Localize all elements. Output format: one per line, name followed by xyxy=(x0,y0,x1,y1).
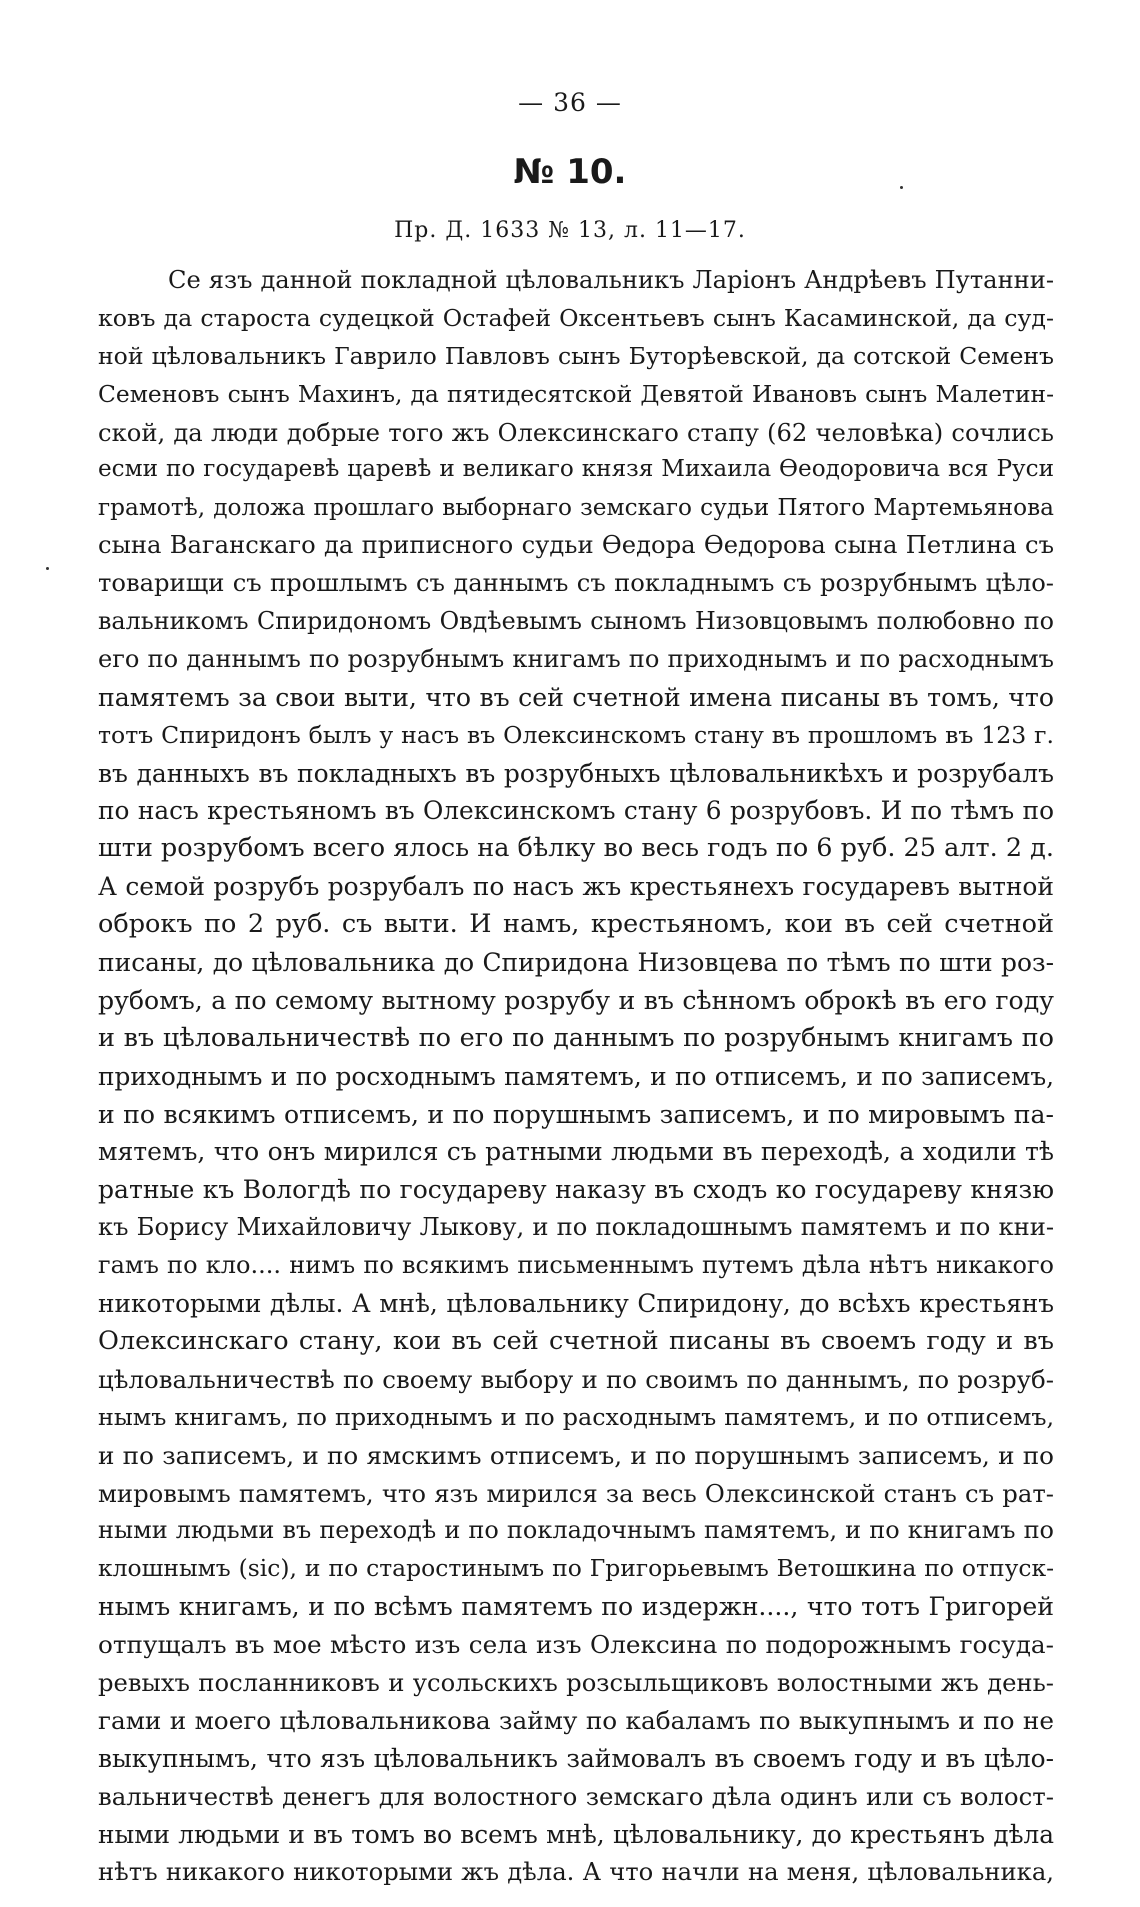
text-line: къ Борису Михайловичу Лыкову, и по покладошнымъ памятемъ и по кни- xyxy=(98,1213,1054,1242)
text-line: оброкъ по 2 руб. съ выти. И намъ, крестьяномъ, кои въ сей счетной xyxy=(98,909,1054,940)
text-line: тотъ Спиридонъ былъ у насъ въ Олексинскомъ стану въ прошломъ въ 123 г. xyxy=(98,720,1054,749)
page-number: — 36 — xyxy=(518,88,622,117)
text-line: шти розрубомъ всего ялось на бѣлку во весь годъ по 6 руб. 25 алт. 2 д. xyxy=(98,833,1054,864)
text-line: мятемъ, что онъ мирился съ ратными людьми въ переходѣ, а ходили тѣ xyxy=(98,1137,1054,1167)
text-line: писаны, до цѣловальника до Спиридона Низовцева по тѣмъ по шти роз- xyxy=(98,948,1054,978)
body-text xyxy=(98,262,1054,1891)
text-line: въ данныхъ въ покладныхъ въ розрубныхъ цѣловальникѣхъ и розрубалъ xyxy=(98,758,1054,788)
text-line: товарищи съ прошлымъ съ даннымъ съ покладнымъ съ розрубнымъ цѣло- xyxy=(98,569,1054,598)
text-line: гамъ по кло.... нимъ по всякимъ письменнымъ путемъ дѣла нѣтъ никакого xyxy=(98,1251,1054,1280)
text-line: и въ цѣловальничествѣ по его по даннымъ по розрубнымъ книгамъ по xyxy=(98,1022,1054,1053)
text-line: сына Ваганскаго да приписного судьи Ѳедора Ѳедорова сына Петлина съ xyxy=(98,531,1054,560)
text-line: приходнымъ и по росходнымъ памятемъ, и по отписемъ, и по записемъ, xyxy=(98,1061,1054,1091)
text-line: Семеновъ сынъ Махинъ, да пятидесятской Девятой Ивановъ сынъ Малетин- xyxy=(98,379,1054,408)
text-line: рубомъ, а по семому вытному розрубу и въ сѣнномъ оброкѣ въ его году xyxy=(98,985,1054,1015)
text-line: его по даннымъ по розрубнымъ книгамъ по приходнымъ и по расходнымъ xyxy=(98,644,1054,673)
text-line: ковъ да староста судецкой Остафей Оксентьевъ сынъ Касаминской, да суд- xyxy=(98,303,1054,332)
text-line: памятемъ за свои выти, что въ сей счетной имена писаны въ томъ, что xyxy=(98,682,1054,712)
text-line: нымъ книгамъ, по приходнымъ и по расходнымъ памятемъ, и по отписемъ, xyxy=(98,1402,1054,1431)
text-line: ратные къ Вологдѣ по государеву наказу въ сходъ ко государеву князю xyxy=(98,1175,1054,1205)
text-line: по насъ крестьяномъ въ Олексинскомъ стану 6 розрубовъ. И по тѣмъ по xyxy=(98,796,1054,826)
text-line: и по всякимъ отписемъ, и по порушнымъ записемъ, и по мировымъ па- xyxy=(98,1099,1054,1129)
text-line: нымъ книгамъ, и по всѣмъ памятемъ по издержн...., что тотъ Григорей xyxy=(98,1592,1054,1622)
text-line: цѣловальничествѣ по своему выбору и по своимъ по даннымъ, по розруб- xyxy=(98,1364,1054,1394)
text-line: ной цѣловальникъ Гаврило Павловъ сынъ Буторѣевской, да сотской Семенъ xyxy=(98,341,1054,370)
scan-speck xyxy=(900,186,903,189)
text-line: клошнымъ (sic), и по старостинымъ по Григорьевымъ Ветошкина по отпуск- xyxy=(98,1554,1054,1583)
text-line: Олексинскаго стану, кои въ сей счетной писаны въ своемъ году и въ xyxy=(98,1325,1054,1356)
text-line: нѣтъ никакого никоторыми жъ дѣла. А что начли на меня, цѣловальника, xyxy=(98,1857,1054,1887)
text-line: отпущалъ въ мое мѣсто изъ села изъ Олексина по подорожнымъ госуда- xyxy=(98,1630,1054,1660)
text-line: вальникомъ Спиридономъ Овдѣевымъ сыномъ Низовцовымъ полюбовно по xyxy=(98,607,1054,636)
scan-speck xyxy=(46,567,49,570)
source-reference: Пр. Д. 1633 № 13, л. 11—17. xyxy=(394,218,746,243)
text-line: мировымъ памятемъ, что язъ мирился за весь Олексинской станъ съ рат- xyxy=(98,1478,1054,1508)
text-line: никоторыми дѣлы. А мнѣ, цѣловальнику Спиридону, до всѣхъ крестьянъ xyxy=(98,1289,1054,1319)
text-line: ской, да люди добрые того жъ Олексинскаго стапу (62 человѣка) сочлись xyxy=(98,417,1054,447)
text-line: вальничествѣ денегъ для волостного земскаго дѣла одинъ или съ волост- xyxy=(98,1781,1054,1811)
text-line: выкупнымъ, что язъ цѣловальникъ займовалъ въ своемъ году и въ цѣло- xyxy=(98,1743,1054,1773)
text-line: ными людьми въ переходѣ и по покладочнымъ памятемъ, и по книгамъ по xyxy=(98,1516,1054,1545)
text-line: ными людьми и въ томъ во всемъ мнѣ, цѣловальнику, до крестьянъ дѣла xyxy=(98,1819,1054,1849)
text-line: грамотѣ, доложа прошлаго выборнаго земскаго судьи Пятого Мартемьянова xyxy=(98,494,1054,522)
text-line: ревыхъ посланниковъ и усольскихъ розсыльщиковъ волостными жъ день- xyxy=(98,1667,1054,1697)
text-line: А семой розрубъ розрубалъ по насъ жъ крестьянехъ государевъ вытной xyxy=(98,872,1054,902)
document-number: № 10. xyxy=(513,152,627,192)
text-line: гами и моего цѣловальникова займу по кабаламъ по выкупнымъ и по не xyxy=(98,1705,1054,1735)
text-line: и по записемъ, и по ямскимъ отписемъ, и по порушнымъ записемъ, и по xyxy=(98,1440,1054,1470)
text-line: Се язъ данной покладной цѣловальникъ Ларіонъ Андрѣевъ Путанни- xyxy=(168,266,1054,294)
text-line: есми по государевѣ царевѣ и великаго князя Михаила Ѳеодоровича вся Руси xyxy=(98,456,1054,483)
